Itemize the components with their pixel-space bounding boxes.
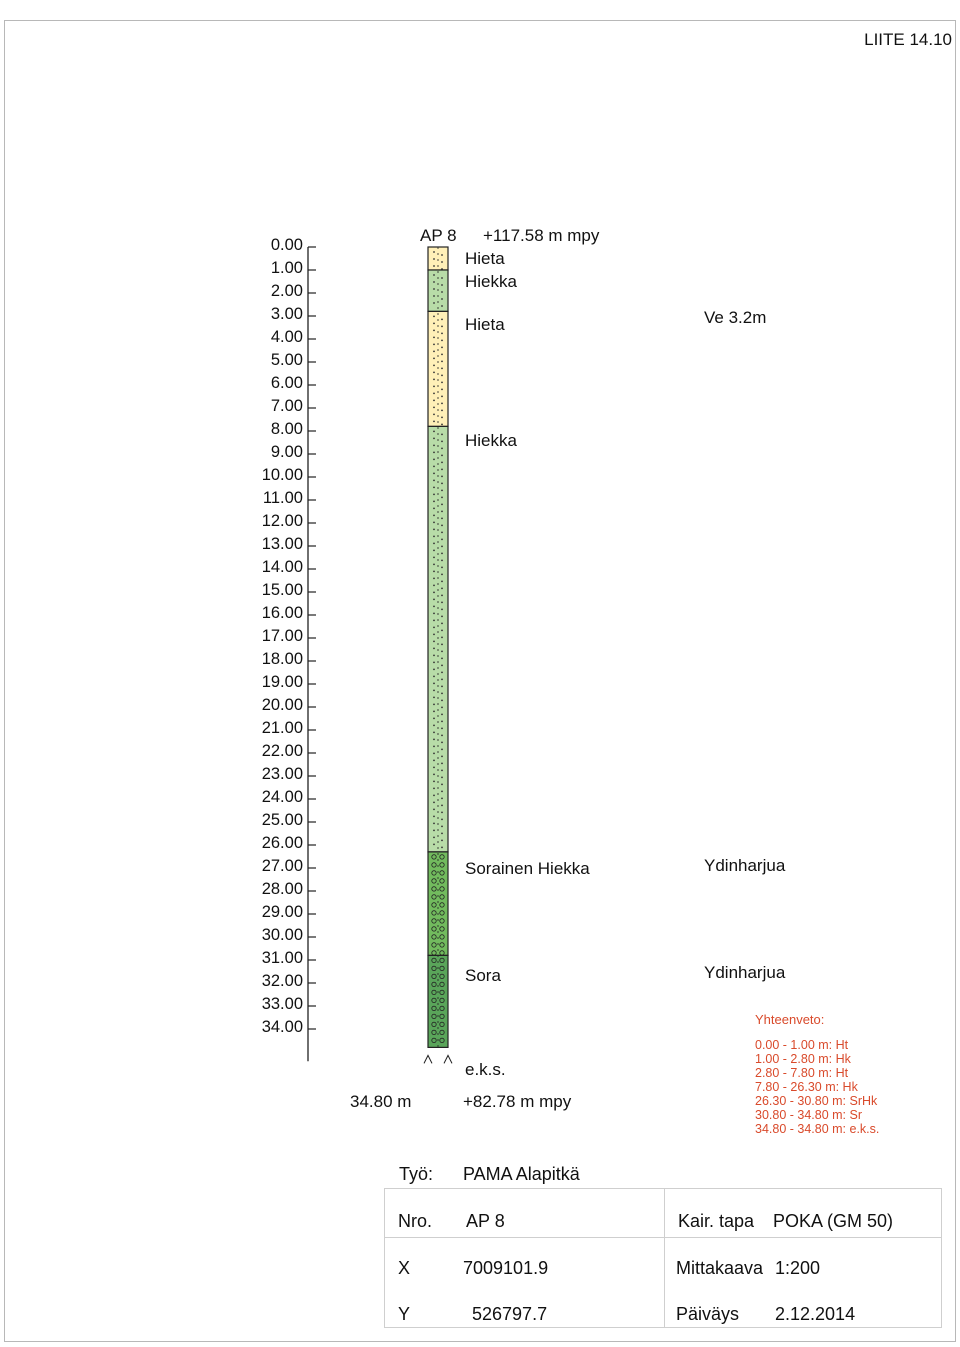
sand-dot bbox=[433, 725, 435, 727]
sand-dot bbox=[433, 767, 435, 769]
sand-dot bbox=[441, 847, 443, 849]
sand-dot bbox=[441, 553, 443, 555]
sand-dot bbox=[433, 599, 435, 601]
scale-tick-label: 8.00 bbox=[270, 420, 303, 438]
summary-line: 2.80 - 7.80 m: Ht bbox=[755, 1066, 849, 1080]
sand-dot bbox=[441, 368, 443, 370]
sand-dot bbox=[433, 802, 435, 804]
depth-scale bbox=[262, 236, 316, 1061]
summary-line: 0.00 - 1.00 m: Ht bbox=[755, 1038, 849, 1052]
sand-dot bbox=[441, 382, 443, 384]
sand-dot bbox=[433, 669, 435, 671]
table-divider bbox=[385, 1237, 941, 1238]
scale-tick-label: 2.00 bbox=[270, 282, 303, 300]
sand-dot bbox=[433, 753, 435, 755]
sand-dot bbox=[433, 351, 435, 353]
scale-tick-label: 14.00 bbox=[261, 558, 303, 576]
sand-dot bbox=[441, 742, 443, 744]
layer-label: Hiekka bbox=[465, 431, 517, 450]
sand-dot bbox=[441, 497, 443, 499]
sand-dot bbox=[433, 400, 435, 402]
scale-value: 1:200 bbox=[775, 1258, 821, 1278]
sand-dot bbox=[441, 707, 443, 709]
sand-dot bbox=[441, 623, 443, 625]
summary-lines bbox=[755, 1038, 879, 1136]
sand-dot bbox=[441, 518, 443, 520]
layer-label: Sora bbox=[465, 966, 501, 985]
sand-dot bbox=[433, 302, 435, 304]
layer-label: Hieta bbox=[465, 315, 505, 334]
scale-tick-label: 25.00 bbox=[261, 811, 303, 829]
sand-dot bbox=[433, 386, 435, 388]
sand-dot bbox=[433, 620, 435, 622]
sand-dot bbox=[441, 833, 443, 835]
date-value: 2.12.2014 bbox=[775, 1304, 856, 1324]
sand-dot bbox=[441, 532, 443, 534]
sand-dot bbox=[433, 648, 435, 650]
layer-label: Hiekka bbox=[465, 272, 517, 291]
summary-line: 1.00 - 2.80 m: Hk bbox=[755, 1052, 851, 1066]
scale-tick-label: 28.00 bbox=[261, 880, 303, 898]
sand-dot bbox=[433, 330, 435, 332]
method-value: POKA (GM 50) bbox=[773, 1211, 894, 1231]
x-value: 7009101.9 bbox=[463, 1258, 549, 1278]
scale-tick-label: 9.00 bbox=[270, 443, 303, 461]
sand-dot bbox=[441, 424, 443, 426]
sand-dot bbox=[433, 746, 435, 748]
scale-tick-label: 7.00 bbox=[270, 397, 303, 415]
sand-dot bbox=[433, 613, 435, 615]
layer-label: Hieta bbox=[465, 249, 505, 268]
sand-dot bbox=[433, 251, 435, 253]
scale-tick-label: 11.00 bbox=[262, 489, 303, 507]
sand-dot bbox=[441, 291, 443, 293]
sand-dot bbox=[441, 319, 443, 321]
scale-tick-label: 15.00 bbox=[261, 581, 303, 599]
sand-dot bbox=[441, 658, 443, 660]
sand-dot bbox=[441, 581, 443, 583]
sand-dot bbox=[433, 592, 435, 594]
sand-dot bbox=[433, 515, 435, 517]
sand-dot bbox=[441, 525, 443, 527]
sand-dot bbox=[441, 749, 443, 751]
scale-tick-label: 18.00 bbox=[261, 650, 303, 668]
sand-dot bbox=[441, 490, 443, 492]
scale-tick-label: 6.00 bbox=[270, 374, 303, 392]
sand-dot bbox=[433, 508, 435, 510]
scale-tick-label: 20.00 bbox=[261, 696, 303, 714]
sand-dot bbox=[433, 844, 435, 846]
scale-tick-label: 31.00 bbox=[261, 949, 303, 967]
scale-tick-label: 21.00 bbox=[261, 719, 303, 737]
sand-dot bbox=[441, 277, 443, 279]
sand-dot bbox=[433, 494, 435, 496]
appendix-label: LIITE 14.10 bbox=[864, 30, 952, 49]
scale-tick-label: 17.00 bbox=[261, 627, 303, 645]
sand-dot bbox=[433, 781, 435, 783]
sand-dot bbox=[433, 837, 435, 839]
scale-tick-label: 19.00 bbox=[261, 673, 303, 691]
sand-dot bbox=[441, 298, 443, 300]
scale-tick-label: 22.00 bbox=[261, 742, 303, 760]
sand-dot bbox=[433, 571, 435, 573]
y-label: Y bbox=[398, 1304, 411, 1324]
sand-dot bbox=[441, 375, 443, 377]
soil-layer bbox=[428, 852, 448, 956]
sand-dot bbox=[433, 711, 435, 713]
x-label: X bbox=[398, 1258, 411, 1278]
sand-dot bbox=[433, 704, 435, 706]
sand-dot bbox=[433, 344, 435, 346]
point-id: AP 8 bbox=[420, 226, 457, 245]
nro-label: Nro. bbox=[398, 1211, 433, 1231]
scale-tick-label: 5.00 bbox=[270, 351, 303, 369]
sand-dot bbox=[433, 585, 435, 587]
sand-dot bbox=[433, 634, 435, 636]
sand-dot bbox=[433, 480, 435, 482]
sand-dot bbox=[441, 791, 443, 793]
sand-dot bbox=[433, 543, 435, 545]
sand-dot bbox=[433, 816, 435, 818]
scale-tick-label: 33.00 bbox=[261, 995, 303, 1013]
sand-dot bbox=[433, 795, 435, 797]
sand-dot bbox=[441, 574, 443, 576]
sand-dot bbox=[433, 676, 435, 678]
scale-tick-label: 30.00 bbox=[261, 926, 303, 944]
sand-dot bbox=[433, 641, 435, 643]
bottom-elevation: +82.78 m mpy bbox=[463, 1092, 572, 1111]
sand-dot bbox=[441, 735, 443, 737]
sand-dot bbox=[441, 389, 443, 391]
sand-dot bbox=[441, 511, 443, 513]
work-value: PAMA Alapitkä bbox=[463, 1164, 580, 1184]
work-label: Työ: bbox=[399, 1164, 434, 1184]
sand-dot bbox=[441, 462, 443, 464]
sand-dot bbox=[441, 777, 443, 779]
sand-dot bbox=[441, 819, 443, 821]
sand-dot bbox=[441, 721, 443, 723]
nro-value: AP 8 bbox=[466, 1211, 505, 1231]
end-note: e.k.s. bbox=[465, 1060, 506, 1079]
sand-dot bbox=[433, 690, 435, 692]
sand-dot bbox=[433, 445, 435, 447]
sand-dot bbox=[441, 644, 443, 646]
sand-dot bbox=[433, 452, 435, 454]
end-mark-icon bbox=[424, 1055, 432, 1063]
sand-dot bbox=[433, 393, 435, 395]
sand-dot bbox=[433, 438, 435, 440]
scale-tick-label: 1.00 bbox=[270, 259, 303, 277]
sand-dot bbox=[441, 714, 443, 716]
sand-dot bbox=[441, 326, 443, 328]
sand-dot bbox=[433, 487, 435, 489]
sand-dot bbox=[441, 588, 443, 590]
summary-title: Yhteenveto: bbox=[755, 1012, 825, 1027]
scale-tick-label: 0.00 bbox=[270, 236, 303, 254]
end-mark-icon bbox=[444, 1055, 452, 1063]
scale-tick-label: 34.00 bbox=[261, 1018, 303, 1036]
sand-dot bbox=[433, 529, 435, 531]
sand-dot bbox=[433, 739, 435, 741]
scale-tick-label: 32.00 bbox=[261, 972, 303, 990]
scale-tick-label: 3.00 bbox=[270, 305, 303, 323]
sand-dot bbox=[441, 410, 443, 412]
sand-dot bbox=[441, 333, 443, 335]
sand-dot bbox=[441, 261, 443, 263]
sand-dot bbox=[433, 288, 435, 290]
scale-tick-label: 23.00 bbox=[261, 765, 303, 783]
sand-dot bbox=[433, 823, 435, 825]
sand-dot bbox=[441, 441, 443, 443]
top-elevation: +117.58 m mpy bbox=[483, 226, 600, 245]
sand-dot bbox=[441, 756, 443, 758]
sand-dot bbox=[433, 501, 435, 503]
sand-dot bbox=[441, 469, 443, 471]
sand-dot bbox=[441, 595, 443, 597]
sand-dot bbox=[433, 683, 435, 685]
sand-dot bbox=[433, 459, 435, 461]
summary-line: 7.80 - 26.30 m: Hk bbox=[755, 1080, 858, 1094]
sand-dot bbox=[433, 265, 435, 267]
sand-dot bbox=[433, 788, 435, 790]
sand-dot bbox=[433, 718, 435, 720]
sand-dot bbox=[441, 284, 443, 286]
sand-dot bbox=[433, 662, 435, 664]
sand-dot bbox=[441, 347, 443, 349]
sand-dot bbox=[441, 567, 443, 569]
scale-tick-label: 26.00 bbox=[261, 834, 303, 852]
scale-tick-label: 27.00 bbox=[261, 857, 303, 875]
sand-dot bbox=[441, 700, 443, 702]
sand-dot bbox=[441, 840, 443, 842]
sand-dot bbox=[441, 361, 443, 363]
sand-dot bbox=[441, 637, 443, 639]
sand-dot bbox=[441, 448, 443, 450]
sand-dot bbox=[433, 358, 435, 360]
sand-dot bbox=[441, 672, 443, 674]
sand-dot bbox=[441, 651, 443, 653]
sand-dot bbox=[433, 830, 435, 832]
y-value: 526797.7 bbox=[472, 1304, 548, 1324]
sand-dot bbox=[433, 809, 435, 811]
sand-dot bbox=[441, 396, 443, 398]
sand-dot bbox=[441, 354, 443, 356]
sand-dot bbox=[441, 826, 443, 828]
sand-dot bbox=[433, 466, 435, 468]
sand-dot bbox=[441, 686, 443, 688]
sand-dot bbox=[433, 421, 435, 423]
sand-dot bbox=[433, 473, 435, 475]
scale-tick-label: 4.00 bbox=[270, 328, 303, 346]
sand-dot bbox=[433, 258, 435, 260]
sand-dot bbox=[433, 732, 435, 734]
sand-dot bbox=[441, 812, 443, 814]
method-label: Kair. tapa bbox=[678, 1211, 755, 1231]
sand-dot bbox=[441, 417, 443, 419]
sand-dot bbox=[433, 536, 435, 538]
sand-dot bbox=[433, 337, 435, 339]
sand-dot bbox=[441, 609, 443, 611]
sand-dot bbox=[441, 784, 443, 786]
scale-tick-label: 24.00 bbox=[261, 788, 303, 806]
sand-dot bbox=[433, 323, 435, 325]
sand-dot bbox=[441, 805, 443, 807]
summary-line: 34.80 - 34.80 m: e.k.s. bbox=[755, 1122, 880, 1136]
sand-dot bbox=[433, 522, 435, 524]
sand-dot bbox=[433, 627, 435, 629]
sand-dot bbox=[441, 693, 443, 695]
sand-dot bbox=[433, 295, 435, 297]
scale-tick-label: 29.00 bbox=[261, 903, 303, 921]
sand-dot bbox=[433, 414, 435, 416]
sand-dot bbox=[441, 728, 443, 730]
date-label: Päiväys bbox=[676, 1304, 740, 1324]
sand-dot bbox=[441, 616, 443, 618]
sand-dot bbox=[441, 679, 443, 681]
sand-dot bbox=[441, 798, 443, 800]
sand-dot bbox=[441, 254, 443, 256]
sand-dot bbox=[441, 476, 443, 478]
table-divider bbox=[664, 1189, 665, 1327]
remark-label: Ydinharjua bbox=[704, 963, 786, 982]
sand-dot bbox=[433, 407, 435, 409]
remark-label: Ve 3.2m bbox=[704, 308, 767, 327]
sand-dot bbox=[441, 546, 443, 548]
sand-dot bbox=[441, 602, 443, 604]
sand-dot bbox=[441, 770, 443, 772]
sand-dot bbox=[433, 550, 435, 552]
sand-dot bbox=[441, 763, 443, 765]
sand-dot bbox=[433, 431, 435, 433]
layer-label: Sorainen Hiekka bbox=[465, 859, 590, 878]
sand-dot bbox=[433, 697, 435, 699]
sand-dot bbox=[433, 760, 435, 762]
sand-dot bbox=[441, 403, 443, 405]
sand-dot bbox=[433, 365, 435, 367]
scale-label: Mittakaava bbox=[676, 1258, 764, 1278]
sand-dot bbox=[433, 372, 435, 374]
sand-dot bbox=[441, 630, 443, 632]
sand-dot bbox=[433, 379, 435, 381]
scale-tick-label: 13.00 bbox=[261, 535, 303, 553]
scale-tick-label: 16.00 bbox=[261, 604, 303, 622]
sand-dot bbox=[441, 483, 443, 485]
sand-dot bbox=[433, 316, 435, 318]
sand-dot bbox=[433, 281, 435, 283]
total-depth: 34.80 m bbox=[350, 1092, 412, 1111]
summary-line: 30.80 - 34.80 m: Sr bbox=[755, 1108, 863, 1122]
scale-tick-label: 12.00 bbox=[261, 512, 303, 530]
sand-dot bbox=[441, 539, 443, 541]
sand-dot bbox=[441, 455, 443, 457]
sand-dot bbox=[433, 655, 435, 657]
sand-dot bbox=[441, 340, 443, 342]
scale-tick-label: 10.00 bbox=[261, 466, 303, 484]
sand-dot bbox=[441, 434, 443, 436]
sand-dot bbox=[441, 504, 443, 506]
sand-dot bbox=[433, 606, 435, 608]
sand-dot bbox=[441, 665, 443, 667]
sand-dot bbox=[433, 274, 435, 276]
sand-dot bbox=[433, 564, 435, 566]
sand-dot bbox=[433, 774, 435, 776]
summary-line: 26.30 - 30.80 m: SrHk bbox=[755, 1094, 878, 1108]
sand-dot bbox=[433, 578, 435, 580]
remark-label: Ydinharjua bbox=[704, 856, 786, 875]
sand-dot bbox=[433, 557, 435, 559]
sand-dot bbox=[441, 560, 443, 562]
soil-column bbox=[424, 247, 452, 1063]
sand-dot bbox=[441, 305, 443, 307]
